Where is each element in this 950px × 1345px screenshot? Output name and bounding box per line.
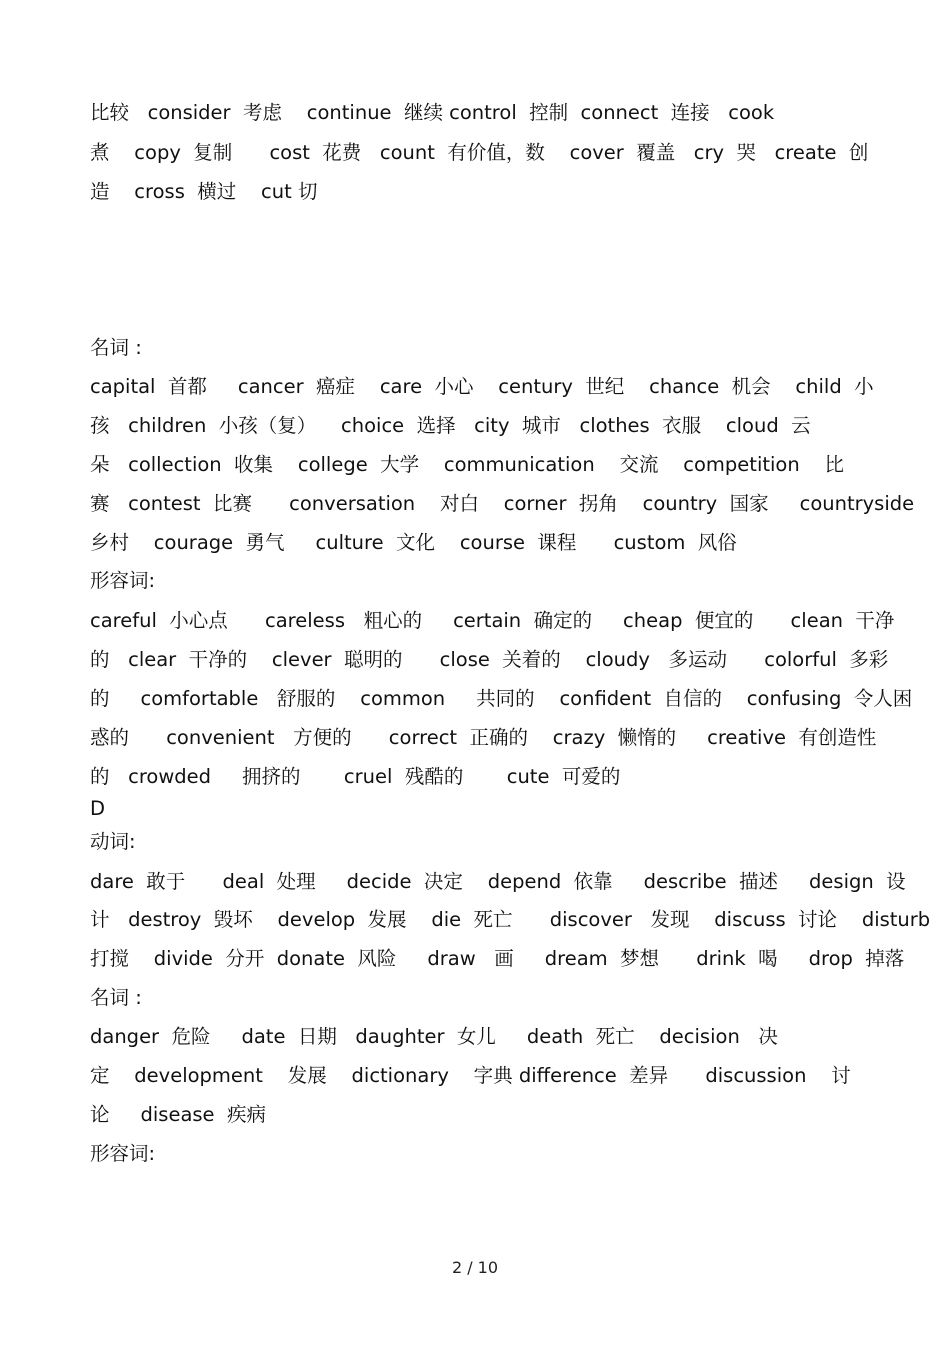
text-line: 打搅 divide 分开 donate 风险 draw 画 dream 梦想 drink 喝 drop 掉落 [90, 947, 905, 970]
text-line: careful 小心点 careless 粗心的 certain 确定的 cheap 便宜的 clean 干净 [90, 609, 895, 632]
section-heading-nouns: 名词 : [90, 336, 142, 359]
text-line: 造 cross 横过 cut 切 [90, 180, 318, 203]
text-line: 朵 collection 收集 college 大学 communication 交流 competition 比 [90, 453, 845, 476]
letter-heading: D [90, 797, 106, 820]
text-line: 惑的 convenient 方便的 correct 正确的 crazy 懒惰的 creative 有创造性 [90, 726, 877, 749]
text-line: danger 危险 date 日期 daughter 女儿 death 死亡 decision 决 [90, 1025, 778, 1048]
section-heading-nouns: 名词 : [90, 986, 142, 1009]
text-line: 乡村 courage 勇气 culture 文化 course 课程 custom 风俗 [90, 531, 737, 554]
section-heading-adjectives: 形容词: [90, 569, 156, 592]
text-line: capital 首都 cancer 癌症 care 小心 century 世纪 chance 机会 child 小 [90, 375, 874, 398]
text-line: dare 敢于 deal 处理 decide 决定 depend 依靠 describe 描述 design 设 [90, 870, 906, 893]
section-heading-verbs: 动词: [90, 830, 136, 853]
text-line: 计 destroy 毁坏 develop 发展 die 死亡 discover 发现 discuss 讨论 disturb [90, 908, 931, 931]
text-line: 的 crowded 拥挤的 cruel 残酷的 cute 可爱的 [90, 765, 621, 788]
page-number: 2 / 10 [451, 1258, 499, 1277]
text-line: 的 clear 干净的 clever 聪明的 close 关着的 cloudy 多运动 colorful 多彩 [90, 648, 889, 671]
text-line: 赛 contest 比赛 conversation 对白 corner 拐角 country 国家 countryside [90, 492, 915, 515]
text-line: 比较 consider 考虑 continue 继续 control 控制 connect 连接 cook [90, 101, 775, 124]
section-heading-adjectives: 形容词: [90, 1142, 156, 1165]
text-line: 论 disease 疾病 [90, 1103, 266, 1126]
text-line: 孩 children 小孩（复） choice 选择 city 城市 clothes 衣服 cloud 云 [90, 414, 811, 437]
text-line: 的 comfortable 舒服的 common 共同的 confident 自信的 confusing 令人困 [90, 687, 913, 710]
text-line: 定 development 发展 dictionary 字典 difference 差异 discussion 讨 [90, 1064, 851, 1087]
text-line: 煮 copy 复制 cost 花费 count 有价值，数 cover 覆盖 cry 哭 create 创 [90, 141, 869, 164]
